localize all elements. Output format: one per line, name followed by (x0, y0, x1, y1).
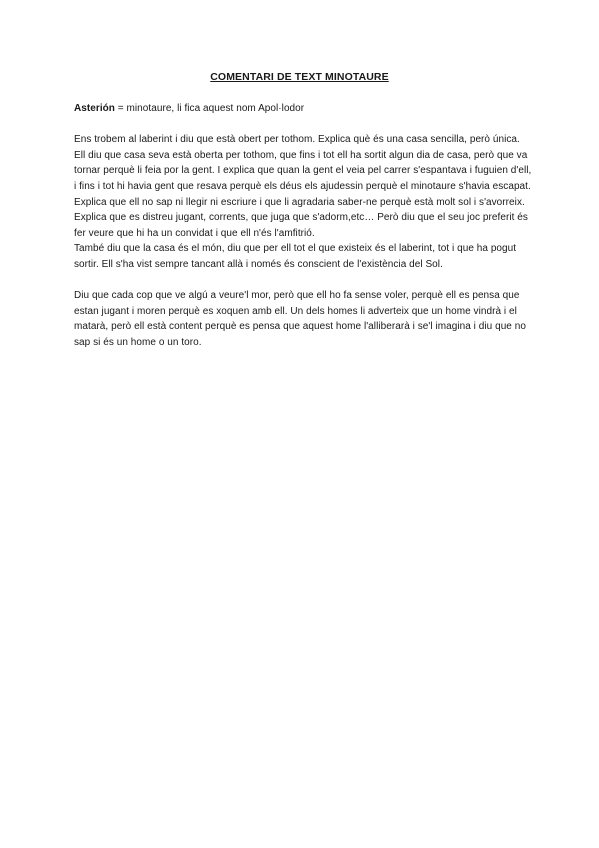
paragraph: Explica que es distreu jugant, corrents, que juga que s'adorm,etc… Però diu que el seu joc preferit és fer veure que hi ha un convidat i que ell n'és l'amfitrió. (74, 212, 528, 239)
paragraph: També diu que la casa és el món, diu que per ell tot el que existeix és el laberint, tot i que ha pogut sortir. Ell s'ha vist sempre tancant allà i només és conscient de l'existència del Sol. (74, 243, 517, 270)
subject-line (74, 101, 534, 117)
paragraph: Diu que cada cop que ve algú a veure'l mor, però que ell ho fa sense voler, perquè ell es pensa que estan jugant i moren perquè es xoquen amb ell. Un dels homes li adverteix que un home vindrà i el matarà, però ell està content perquè es pensa que aquest home l'alliberarà i se'l imagina i diu que no sap si és un home o un toro. (74, 290, 526, 348)
document-title: COMENTARI DE TEXT MINOTAURE (210, 71, 389, 83)
paragraph: Ell diu que casa seva està oberta per tothom, que fins i tot ell ha sortit algun dia de casa, però que va tornar perquè li feia por la gent. I explica que quan la gent el veia pel carrer s'espantava i fuguien d'ell, i fins i tot hi havia gent que resava perquè els déus els ajudessin perquè el minotaure s'havia escapat. Explica que ell no sap ni llegir ni escriure i que li agradaria saber-ne perquè està molt sol i s'avorreix. (74, 149, 532, 208)
document-body (74, 101, 534, 351)
subject-text: = minotaure, li fica aquest nom Apol·lodor (114, 103, 305, 114)
paragraph: Ens trobem al laberint i diu que està obert per tothom. Explica què és una casa sencilla, però única. (74, 134, 520, 146)
subject-label: Asterión (74, 103, 115, 114)
